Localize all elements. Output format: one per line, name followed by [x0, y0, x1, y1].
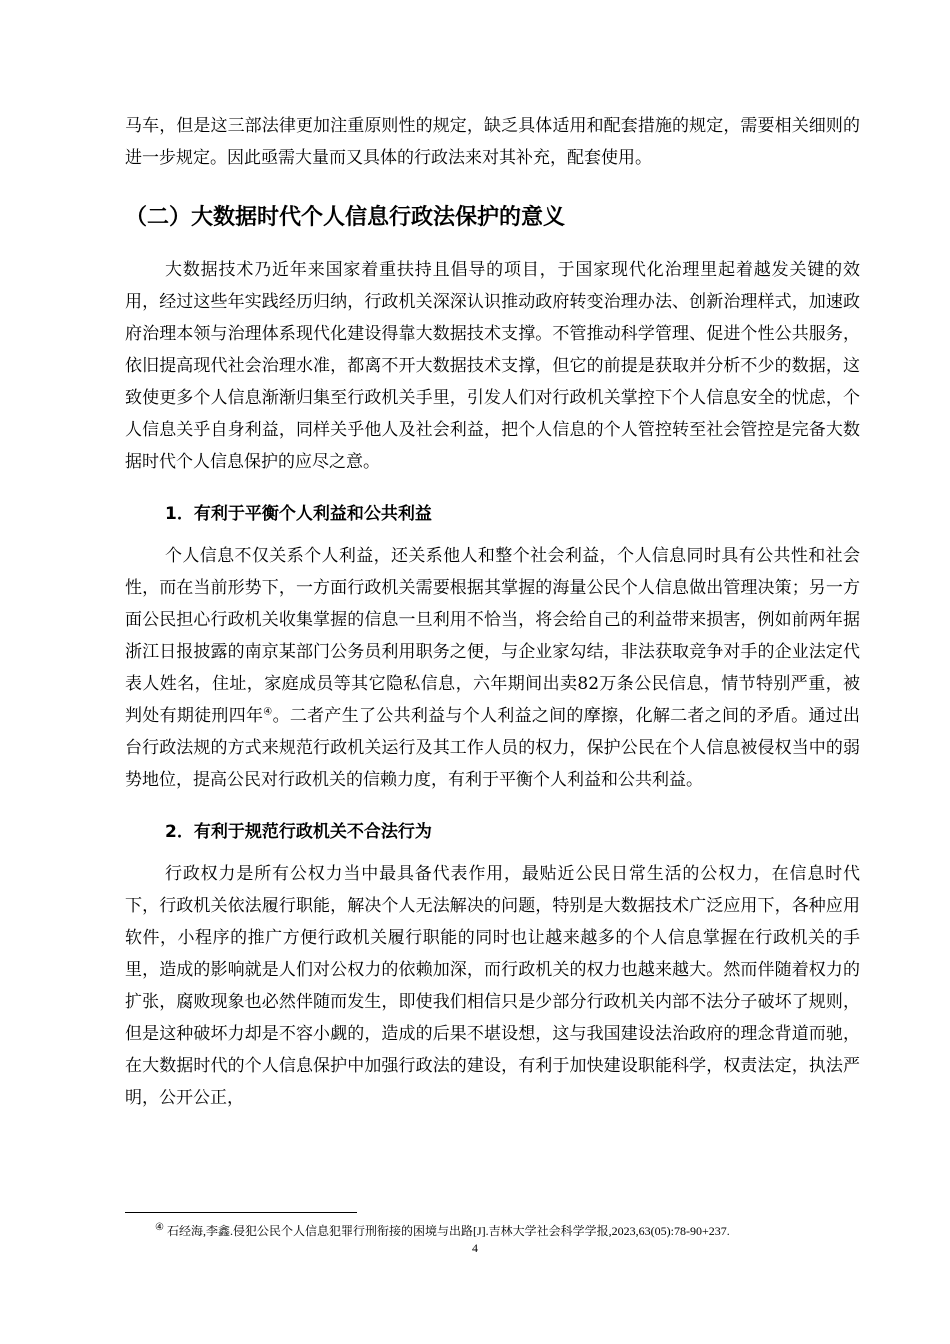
footnote-reference: ④: [263, 706, 273, 718]
subsection-heading-2: 2．有利于规范行政机关不合法行为: [165, 822, 432, 842]
footnote-marker: ④: [155, 1222, 164, 1233]
subsection-1-text-a: 个人信息不仅关系个人利益，还关系他人和整个社会利益，个人信息同时具有公共性和社会性，而在当前形势下，一方面行政机关需要根据其掌握的海量公民个人信息做出管理决策；另一方面公民担心行政机关收集掌握的信息一旦利用不恰当，将会给自己的利益带来损害，例如前两年据浙江日报披露的南京某部门公务员利用职务之便，与企业家勾结，非法获取竞争对手的企业法定代表人姓名，住址，家庭成员等其它隐私信息，六年期间出卖82万条公民信息，情节特别严重，被判处有期徒刑四年: [125, 546, 860, 726]
intro-paragraph: 马车，但是这三部法律更加注重原则性的规定，缺乏具体适用和配套措施的规定，需要相关细则的进一步规定。因此亟需大量而又具体的行政法来对其补充，配套使用。: [125, 116, 860, 168]
section-heading: （二）大数据时代个人信息行政法保护的意义: [125, 205, 566, 230]
subsection-heading-1: 1．有利于平衡个人利益和公共利益: [165, 504, 432, 524]
footnote-text: 石经海,李鑫.侵犯公民个人信息犯罪行刑衔接的困境与出路[J].吉林大学社会科学学报,2023,63(05):78-90+237.: [163, 1224, 730, 1238]
page-number: 4: [472, 1241, 478, 1255]
section-paragraph: 大数据技术乃近年来国家着重扶持且倡导的项目，于国家现代化治理里起着越发关键的效用，经过这些年实践经历归纳，行政机关深深认识推动政府转变治理办法、创新治理样式，加速政府治理本领与治理体系现代化建设得靠大数据技术支撑。不管推动科学管理、促进个性公共服务，依旧提高现代社会治理水准，都离不开大数据技术支撑，但它的前提是获取并分析不少的数据，这致使更多个人信息渐渐归集至行政机关手里，引发人们对行政机关掌控下个人信息安全的忧虑，个人信息关乎自身利益，同样关乎他人及社会利益，把个人信息的个人管控转至社会管控是完备大数据时代个人信息保护的应尽之意。: [125, 260, 860, 472]
footnote-divider: [125, 1212, 357, 1213]
page-body: [125, 110, 860, 1114]
subsection-1-text-b: 。二者产生了公共利益与个人利益之间的摩擦，化解二者之间的矛盾。通过出台行政法规的方式来规范行政机关运行及其工作人员的权力，保护公民在个人信息被侵权当中的弱势地位，提高公民对行政机关的信赖力度，有利于平衡个人利益和公共利益。: [125, 706, 861, 790]
subsection-1-paragraph: [125, 540, 860, 796]
footnote: [155, 1222, 875, 1240]
subsection-2-paragraph: 行政权力是所有公权力当中最具备代表作用，最贴近公民日常生活的公权力，在信息时代下，行政机关依法履行职能，解决个人无法解决的问题，特别是大数据技术广泛应用下，各种应用软件，小程序的推广方便行政机关履行职能的同时也让越来越多的个人信息掌握在行政机关的手里，造成的影响就是人们对公权力的依赖加深，而行政机关的权力也越来越大。然而伴随着权力的扩张，腐败现象也必然伴随而发生，即使我们相信只是少部分行政机关内部不法分子破坏了规则，但是这种破坏力却是不容小觑的，造成的后果不堪设想，这与我国建设法治政府的理念背道而驰，在大数据时代的个人信息保护中加强行政法的建设，有利于加快建设职能科学，权责法定，执法严明，公开公正，: [125, 864, 860, 1108]
